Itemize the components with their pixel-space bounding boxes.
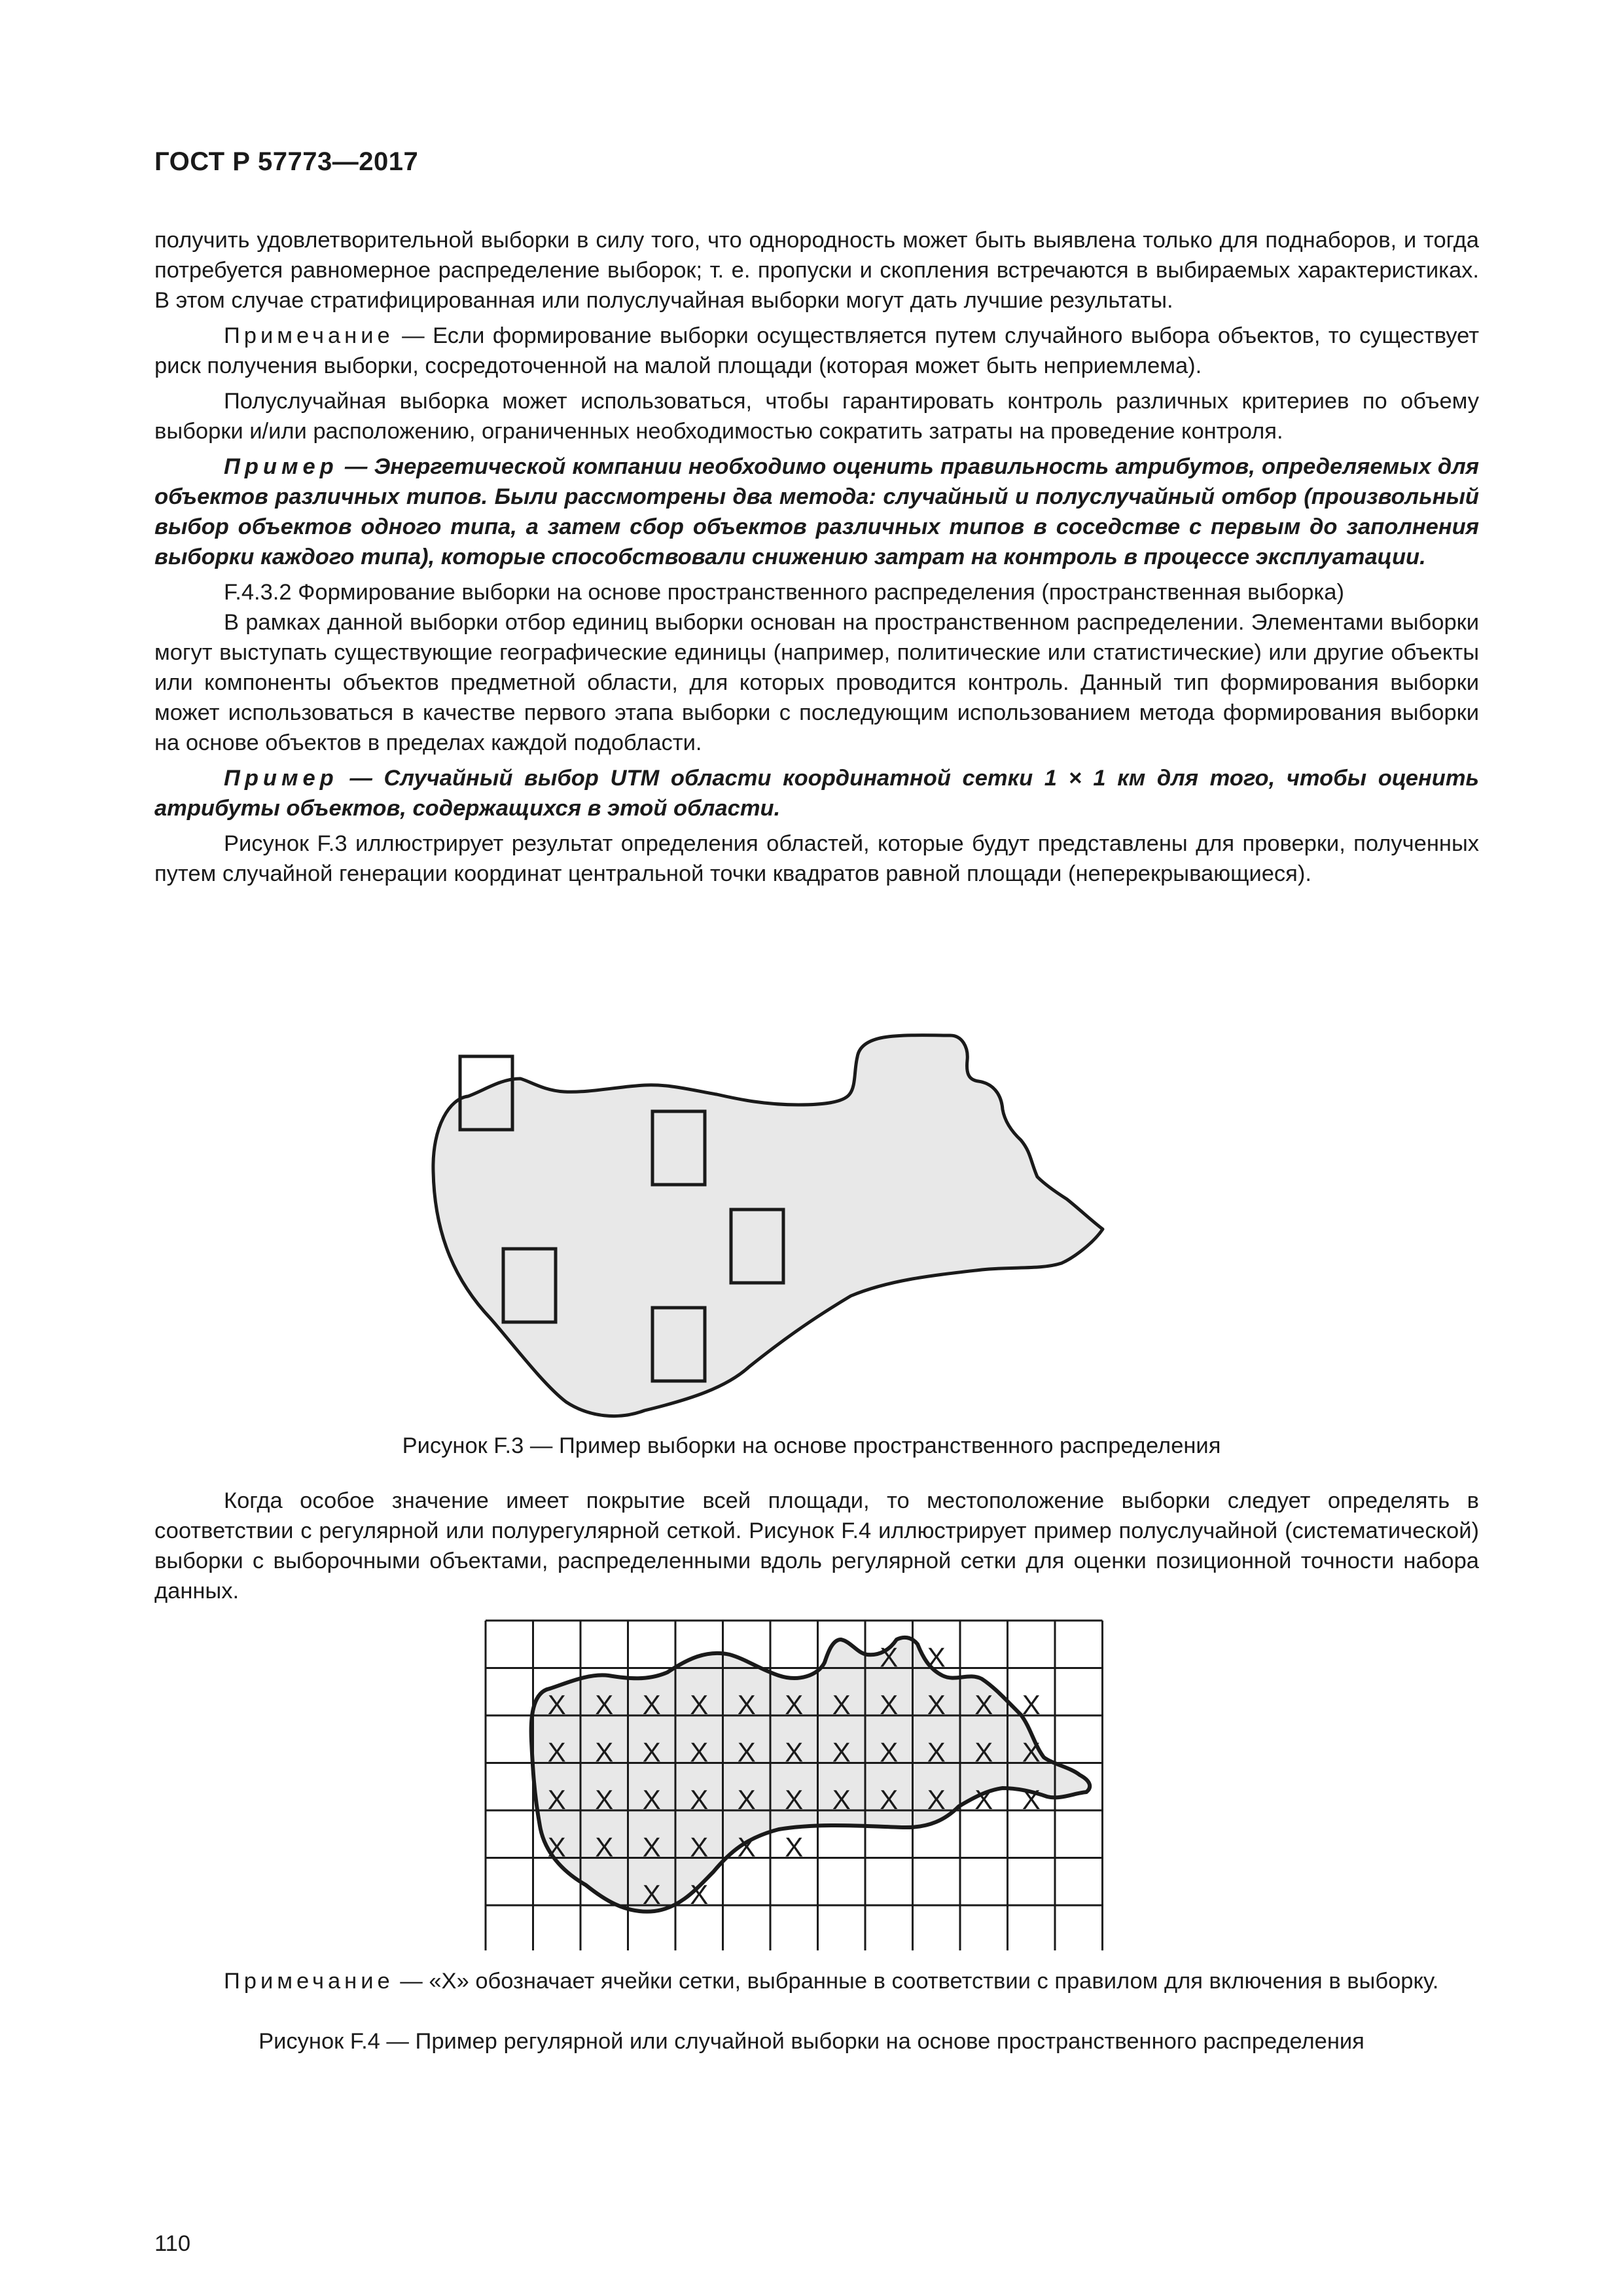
- f4-x-mark: X: [974, 1736, 993, 1768]
- paragraph-2: Полуслучайная выборка может использоваться, чтобы гарантировать контроль различных критериев по объему выборки и/или расположению, ограниченных необходимостью сократить затраты на проведение контроля.: [154, 389, 1479, 444]
- f4-x-mark: X: [547, 1736, 566, 1768]
- f4-x-mark: X: [832, 1689, 851, 1720]
- example-1-label: Пример: [224, 454, 338, 479]
- paragraph-1: получить удовлетворительной выборки в силу того, что однородность может быть выявлена только для поднаборов, и тогда потребуется равномерное распределение выборок; т. е. пропуски и скопления встречаются в выбираемых характеристиках. В этом случае стратифицированная или полуслучайная выборки могут дать лучшие результаты.: [154, 228, 1479, 313]
- document-header: ГОСТ Р 57773—2017: [154, 147, 419, 176]
- f4-x-mark: X: [785, 1784, 804, 1815]
- note-2-label: Примечание: [224, 1969, 394, 1994]
- f4-x-mark: X: [927, 1784, 946, 1815]
- figure-f3-caption: Рисунок F.3 — Пример выборки на основе пространственного распределения: [402, 1433, 1221, 1458]
- f4-x-mark: X: [1022, 1689, 1041, 1720]
- f4-x-mark: X: [547, 1784, 566, 1815]
- example-1-text: — Энергетической компании необходимо оценить правильность атрибутов, определяемых для объектов различных типов. Были рассмотрены два метода: случайный и полуслучайный отбор (произвольный выбор объектов одного типа, а затем сбор объектов различных типов в соседстве с первым до заполнения выборки каждого типа), которые способствовали снижению затрат на контроль в процессе эксплуатации.: [154, 454, 1479, 569]
- note-2: [154, 1966, 1479, 1996]
- f4-x-mark: X: [832, 1736, 851, 1768]
- f3-region-outline: [433, 1035, 1103, 1416]
- f4-x-mark: X: [927, 1736, 946, 1768]
- f4-x-mark: X: [547, 1689, 566, 1720]
- f4-x-mark: X: [595, 1736, 614, 1768]
- note-1-label: Примечание: [224, 323, 394, 348]
- f4-x-mark: X: [927, 1689, 946, 1720]
- f4-x-mark: X: [642, 1736, 661, 1768]
- f4-x-mark: X: [595, 1784, 614, 1815]
- f4-x-mark: X: [642, 1831, 661, 1863]
- f4-x-mark: X: [642, 1689, 661, 1720]
- body-text-middle: [154, 1486, 1479, 1606]
- f4-x-mark: X: [595, 1831, 614, 1863]
- f4-x-mark: X: [690, 1689, 709, 1720]
- f4-x-mark: X: [690, 1736, 709, 1768]
- note-2-text: — «Х» обозначает ячейки сетки, выбранные в соответствии с правилом для включения в выборку.: [393, 1969, 1439, 1994]
- f4-x-mark: X: [927, 1641, 946, 1673]
- f4-x-mark: X: [974, 1784, 993, 1815]
- example-2: [154, 763, 1479, 823]
- f4-region-outline: [531, 1638, 1090, 1912]
- paragraph-5: Когда особое значение имеет покрытие всей площади, то местоположение выборки следует определять в соответствии с регулярной или полурегулярной сеткой. Рисунок F.4 иллюстрирует пример полуслучайной (систематической) выборки с выборочными объектами, распределенными вдоль регулярной сетки для оценки позиционной точности набора данных.: [154, 1488, 1479, 1604]
- example-2-text: — Случайный выбор UTM области координатной сетки 1 × 1 км для того, чтобы оценить атрибуты объектов, содержащихся в этой области.: [154, 766, 1479, 821]
- f4-x-mark: X: [642, 1784, 661, 1815]
- f4-x-mark: X: [880, 1736, 899, 1768]
- body-text-upper: [154, 225, 1479, 889]
- f4-x-mark: X: [1022, 1736, 1041, 1768]
- f4-x-mark: X: [880, 1689, 899, 1720]
- note-1-text: — Если формирование выборки осуществляется путем случайного выбора объектов, то существует риск получения выборки, сосредоточенной на малой площади (которая может быть неприемлема).: [154, 323, 1479, 378]
- f4-x-mark: X: [880, 1784, 899, 1815]
- f4-x-mark: X: [832, 1784, 851, 1815]
- f4-x-mark: X: [1022, 1784, 1041, 1815]
- f4-x-mark: X: [880, 1641, 899, 1673]
- page-number: 110: [154, 2231, 191, 2256]
- f4-x-mark: X: [642, 1879, 661, 1910]
- f4-x-mark: X: [690, 1784, 709, 1815]
- f4-x-mark: X: [785, 1736, 804, 1768]
- figure-f3: [393, 1021, 1243, 1440]
- f4-x-mark: X: [737, 1689, 756, 1720]
- figure-f4: [471, 1610, 1152, 1950]
- section-heading: F.4.3.2 Формирование выборки на основе пространственного распределения (пространственная выборка): [224, 580, 1344, 605]
- example-1: [154, 452, 1479, 572]
- figure-f4-caption: Рисунок F.4 — Пример регулярной или случайной выборки на основе пространственного распределения: [259, 2029, 1364, 2054]
- f4-x-mark: X: [785, 1689, 804, 1720]
- body-text-lower: [154, 1966, 1479, 1996]
- paragraph-3: В рамках данной выборки отбор единиц выборки основан на пространственном распределении. Элементами выборки могут выступать существующие географические единицы (например, политические или статистические) или другие объекты или компоненты объектов предметной области, для которых проводится контроль. Данный тип формирования выборки может использоваться в качестве первого этапа выборки с последующим использованием метода формирования выборки на основе объектов в пределах каждой подобласти.: [154, 610, 1479, 755]
- note-1: [154, 321, 1479, 381]
- f4-x-mark: X: [785, 1831, 804, 1863]
- f4-x-mark: X: [974, 1689, 993, 1720]
- f4-x-mark: X: [595, 1689, 614, 1720]
- f4-x-mark: X: [737, 1831, 756, 1863]
- f4-x-mark: X: [690, 1831, 709, 1863]
- f4-x-mark: X: [547, 1831, 566, 1863]
- example-2-label: Пример: [224, 766, 338, 791]
- f4-x-mark: X: [737, 1784, 756, 1815]
- paragraph-4: Рисунок F.3 иллюстрирует результат определения областей, которые будут представлены для проверки, полученных путем случайной генерации координат центральной точки квадратов равной площади (неперекрывающиеся).: [154, 831, 1479, 886]
- f4-x-mark: X: [737, 1736, 756, 1768]
- f4-x-mark: X: [690, 1879, 709, 1910]
